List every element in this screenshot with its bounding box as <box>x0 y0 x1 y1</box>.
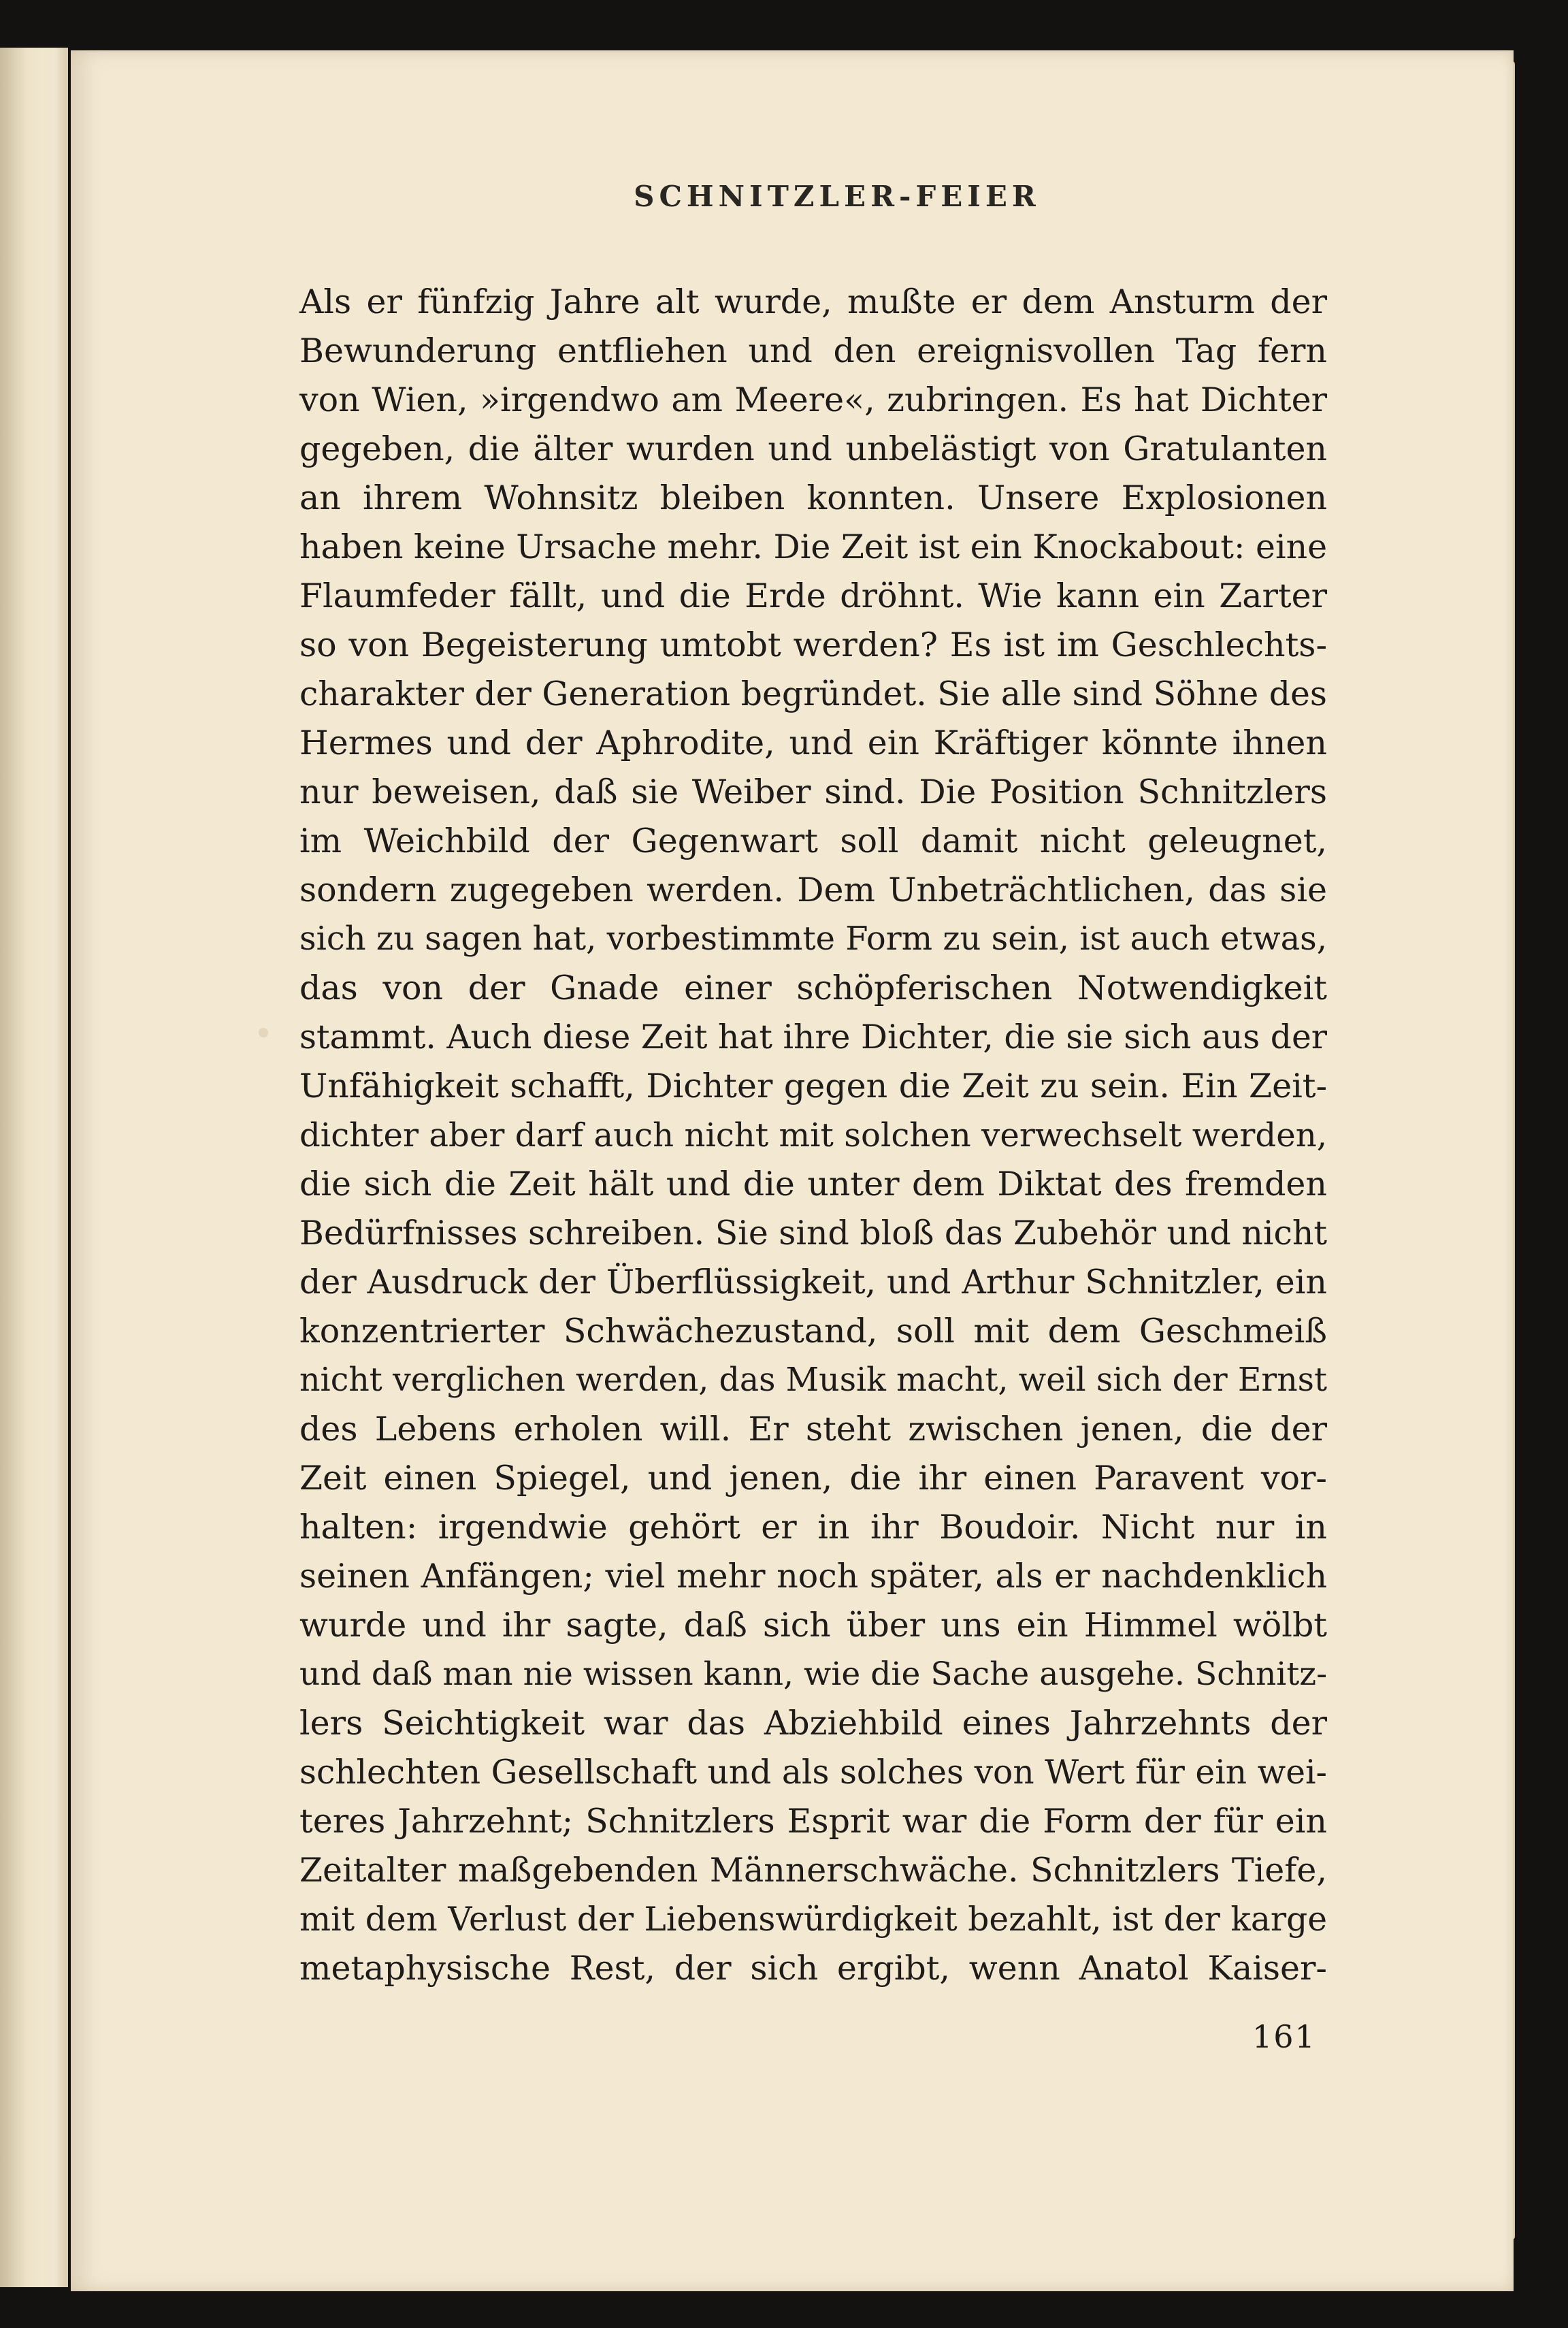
text-line: lers Seichtigkeit war das Abziehbild eines Jahrzehnts der <box>299 1704 1327 1743</box>
previous-page-edge <box>0 48 68 2287</box>
text-line: stammt. Auch diese Zeit hat ihre Dichter, die sie sich aus der <box>299 1018 1327 1056</box>
text-line: nicht verglichen werden, das Musik macht, weil sich der Ernst <box>299 1361 1327 1399</box>
text-line: haben keine Ursache mehr. Die Zeit ist ein Knockabout: eine <box>299 528 1328 566</box>
running-head: SCHNITZLER-FEIER <box>634 180 1041 213</box>
text-line: teres Jahrzehnt; Schnitzlers Esprit war die Form der für ein <box>299 1802 1327 1841</box>
text-line: mit dem Verlust der Liebenswürdigkeit bezahlt, ist der karge <box>299 1901 1327 1939</box>
text-line: metaphysische Rest, der sich ergibt, wenn Anatol Kaiser- <box>299 1949 1327 1988</box>
text-line: charakter der Generation begründet. Sie alle sind Söhne des <box>299 675 1327 713</box>
text-line: Bewunderung entfliehen und den ereignisvollen Tag fern <box>299 332 1327 370</box>
text-line: von Wien, »irgendwo am Meere«, zubringen. Es hat Dichter <box>299 381 1327 419</box>
text-line: Unfähigkeit schafft, Dichter gegen die Zeit zu sein. Ein Zeit- <box>299 1067 1327 1105</box>
text-line: des Lebens erholen will. Er steht zwischen jenen, die der <box>299 1410 1327 1449</box>
text-line: Hermes und der Aphrodite, und ein Kräftiger könnte ihnen <box>299 724 1327 762</box>
text-line: halten: irgendwie gehört er in ihr Boudoir. Nicht nur in <box>299 1508 1327 1547</box>
paper-speck <box>259 1028 268 1037</box>
text-line: im Weichbild der Gegenwart soll damit nicht geleugnet, <box>299 822 1327 860</box>
text-line: schlechten Gesellschaft und als solches von Wert für ein wei- <box>299 1753 1327 1792</box>
text-line: Zeitalter maßgebenden Männerschwäche. Schnitzlers Tiefe, <box>299 1851 1327 1890</box>
text-line: wurde und ihr sagte, daß sich über uns ein Himmel wölbt <box>299 1606 1327 1645</box>
text-line: die sich die Zeit hält und die unter dem Diktat des fremden <box>299 1165 1327 1203</box>
text-line: nur beweisen, daß sie Weiber sind. Die Position Schnitzlers <box>299 773 1327 811</box>
text-line: sich zu sagen hat, vorbestimmte Form zu sein, ist auch etwas, <box>299 920 1327 958</box>
text-line: Zeit einen Spiegel, und jenen, die ihr einen Paravent vor- <box>299 1459 1327 1498</box>
page-number: 161 <box>1252 2018 1316 2055</box>
text-line: seinen Anfängen; viel mehr noch später, als er nachdenklich <box>299 1557 1327 1596</box>
text-line: so von Begeisterung umtobt werden? Es ist im Geschlechts- <box>299 626 1327 664</box>
text-line: sondern zugegeben werden. Dem Unbeträchtlichen, das sie <box>299 871 1327 909</box>
text-line: konzentrierter Schwächezustand, soll mit dem Geschmeiß <box>299 1312 1327 1351</box>
text-line: gegeben, die älter wurden und unbelästigt von Gratulanten <box>299 430 1327 468</box>
text-line: Flaumfeder fällt, und die Erde dröhnt. Wie kann ein Zarter <box>299 577 1327 615</box>
text-line: und daß man nie wissen kann, wie die Sache ausgehe. Schnitz- <box>299 1655 1327 1693</box>
text-line: Bedürfnisses schreiben. Sie sind bloß das Zubehör und nicht <box>299 1214 1327 1252</box>
text-line: Als er fünfzig Jahre alt wurde, mußte er dem Ansturm der <box>299 282 1327 321</box>
text-line: der Ausdruck der Überflüssigkeit, und Arthur Schnitzler, ein <box>299 1263 1327 1302</box>
text-line: an ihrem Wohnsitz bleiben konnten. Unsere Explosionen <box>299 479 1327 517</box>
text-line: dichter aber darf auch nicht mit solchen verwechselt werden, <box>299 1116 1327 1154</box>
text-line: das von der Gnade einer schöpferischen Notwendigkeit <box>299 969 1327 1007</box>
body-paragraph <box>299 278 1327 1993</box>
